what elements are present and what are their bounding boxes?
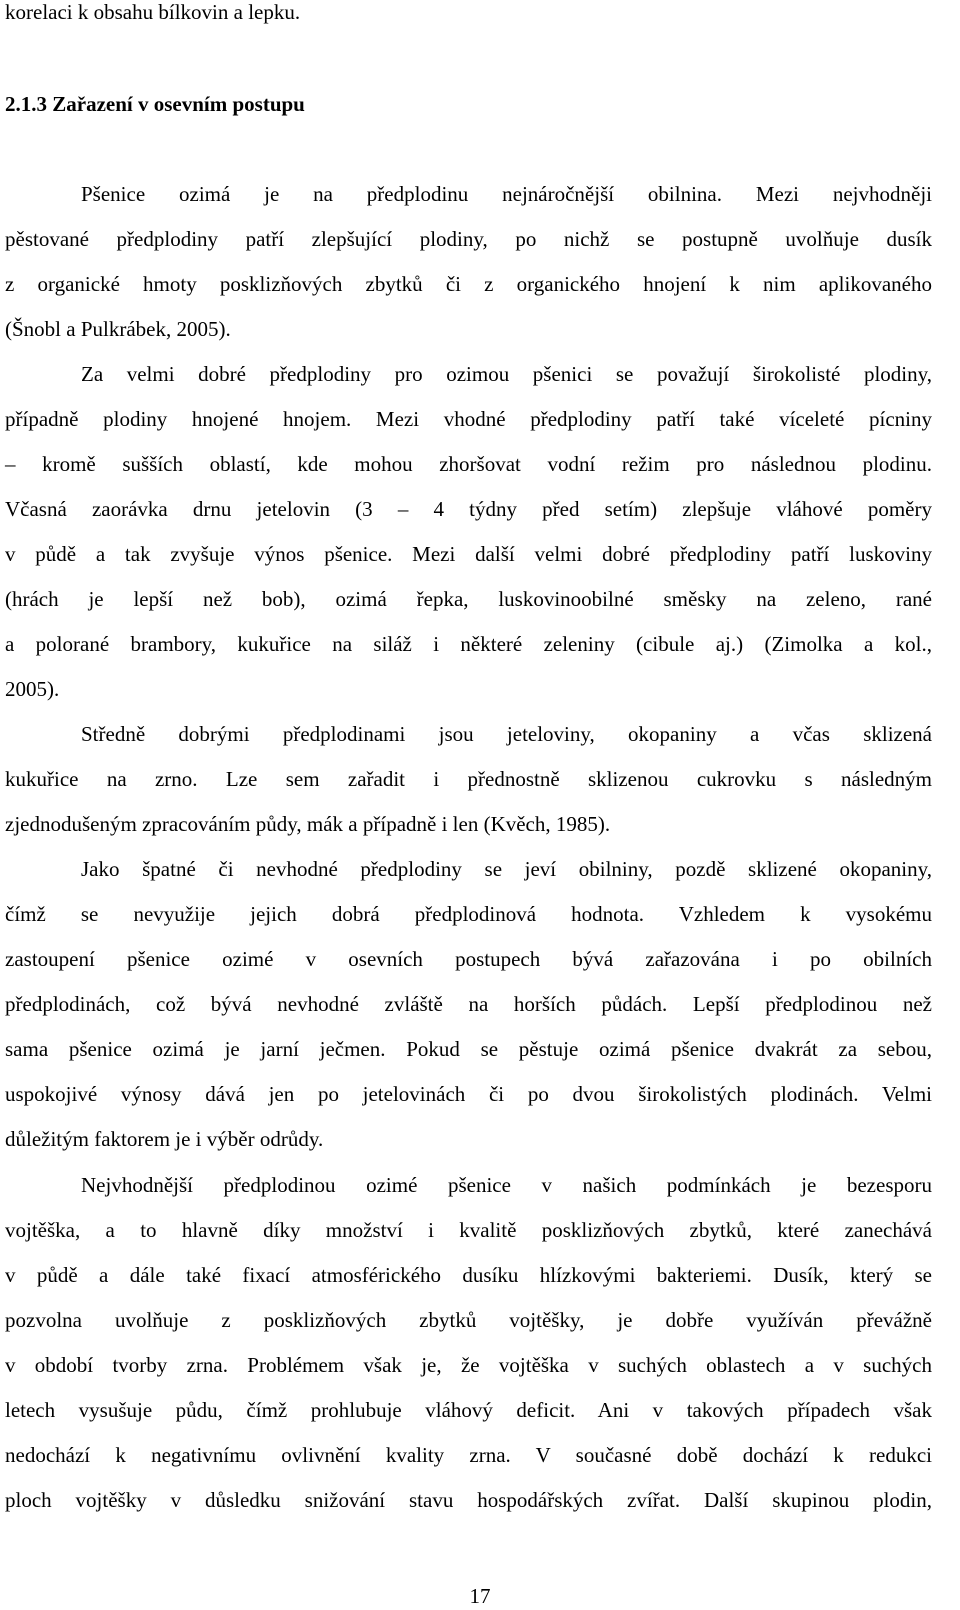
paragraph-5-line-7: nedochází k negativnímu ovlivnění kvality zrna. V současné době dochází k redukci bbox=[5, 1443, 932, 1467]
paragraph-5-line-6: letech vysušuje půdu, čímž prohlubuje vláhový deficit. Ani v takových případech však bbox=[5, 1398, 932, 1422]
paragraph-3-line-3: zjednodušeným zpracováním půdy, mák a případně i len (Kvěch, 1985). bbox=[5, 812, 611, 836]
paragraph-2-line-7: a polorané brambory, kukuřice na siláž i některé zeleniny (cibule aj.) (Zimolka a kol., bbox=[5, 632, 932, 656]
paragraph-5-line-2: vojtěška, a to hlavně díky množství i kvalitě posklizňových zbytků, které zanechává bbox=[5, 1218, 932, 1242]
paragraph-2-line-2: případně plodiny hnojené hnojem. Mezi vhodné předplodiny patří také víceleté pícniny bbox=[5, 407, 932, 431]
paragraph-4-line-1: Jako špatné či nevhodné předplodiny se jeví obilniny, pozdě sklizené okopaniny, bbox=[81, 857, 932, 881]
paragraph-5-line-1: Nejvhodnější předplodinou ozimé pšenice v našich podmínkách je bezesporu bbox=[81, 1173, 932, 1197]
paragraph-3-line-1: Středně dobrými předplodinami jsou jeteloviny, okopaniny a včas sklizená bbox=[81, 722, 932, 746]
paragraph-1-line-1: Pšenice ozimá je na předplodinu nejnáročnější obilnina. Mezi nejvhodněji bbox=[81, 182, 932, 206]
paragraph-4-line-6: uspokojivé výnosy dává jen po jetelovinách či po dvou širokolistých plodinách. Velmi bbox=[5, 1082, 932, 1106]
paragraph-3-line-2: kukuřice na zrno. Lze sem zařadit i přednostně sklizenou cukrovku s následným bbox=[5, 767, 932, 791]
paragraph-2-line-8: 2005). bbox=[5, 677, 60, 701]
paragraph-5-line-5: v období tvorby zrna. Problémem však je, že vojtěška v suchých oblastech a v suchých bbox=[5, 1353, 932, 1377]
paragraph-2-line-5: v půdě a tak zvyšuje výnos pšenice. Mezi další velmi dobré předplodiny patří luskoviny bbox=[5, 542, 932, 566]
paragraph-1-line-2: pěstované předplodiny patří zlepšující plodiny, po nichž se postupně uvolňuje dusík bbox=[5, 227, 932, 251]
paragraph-5-line-3: v půdě a dále také fixací atmosférického dusíku hlízkovými bakteriemi. Dusík, který se bbox=[5, 1263, 932, 1287]
paragraph-2-line-6: (hrách je lepší než bob), ozimá řepka, luskovinoobilné směsky na zeleno, rané bbox=[5, 587, 932, 611]
paragraph-4-line-2: čímž se nevyužije jejich dobrá předplodinová hodnota. Vzhledem k vysokému bbox=[5, 902, 932, 926]
paragraph-2-line-4: Včasná zaorávka drnu jetelovin (3 – 4 týdny před setím) zlepšuje vláhové poměry bbox=[5, 497, 932, 521]
paragraph-5-line-8: ploch vojtěšky v důsledku snižování stavu hospodářských zvířat. Další skupinou plodin, bbox=[5, 1488, 932, 1512]
paragraph-5-line-4: pozvolna uvolňuje z posklizňových zbytků vojtěšky, je dobře využíván převážně bbox=[5, 1308, 932, 1332]
paragraph-2-line-1: Za velmi dobré předplodiny pro ozimou pšenici se považují širokolisté plodiny, bbox=[81, 362, 932, 386]
paragraph-4-line-7: důležitým faktorem je i výběr odrůdy. bbox=[5, 1127, 324, 1151]
page-number: 17 bbox=[469, 1584, 491, 1608]
paragraph-4-line-3: zastoupení pšenice ozimé v osevních postupech bývá zařazována i po obilních bbox=[5, 947, 932, 971]
text-line-carryover: korelaci k obsahu bílkovin a lepku. bbox=[5, 0, 301, 24]
paragraph-4-line-5: sama pšenice ozimá je jarní ječmen. Pokud se pěstuje ozimá pšenice dvakrát za sebou, bbox=[5, 1037, 932, 1061]
paragraph-2-line-3: – kromě sušších oblastí, kde mohou zhoršovat vodní režim pro následnou plodinu. bbox=[5, 452, 932, 476]
section-heading: 2.1.3 Zařazení v osevním postupu bbox=[5, 92, 305, 116]
paragraph-1-line-3: z organické hmoty posklizňových zbytků či z organického hnojení k nim aplikovaného bbox=[5, 272, 932, 296]
paragraph-4-line-4: předplodinách, což bývá nevhodné zvláště na horších půdách. Lepší předplodinou než bbox=[5, 992, 932, 1016]
paragraph-1-line-4: (Šnobl a Pulkrábek, 2005). bbox=[5, 317, 231, 341]
